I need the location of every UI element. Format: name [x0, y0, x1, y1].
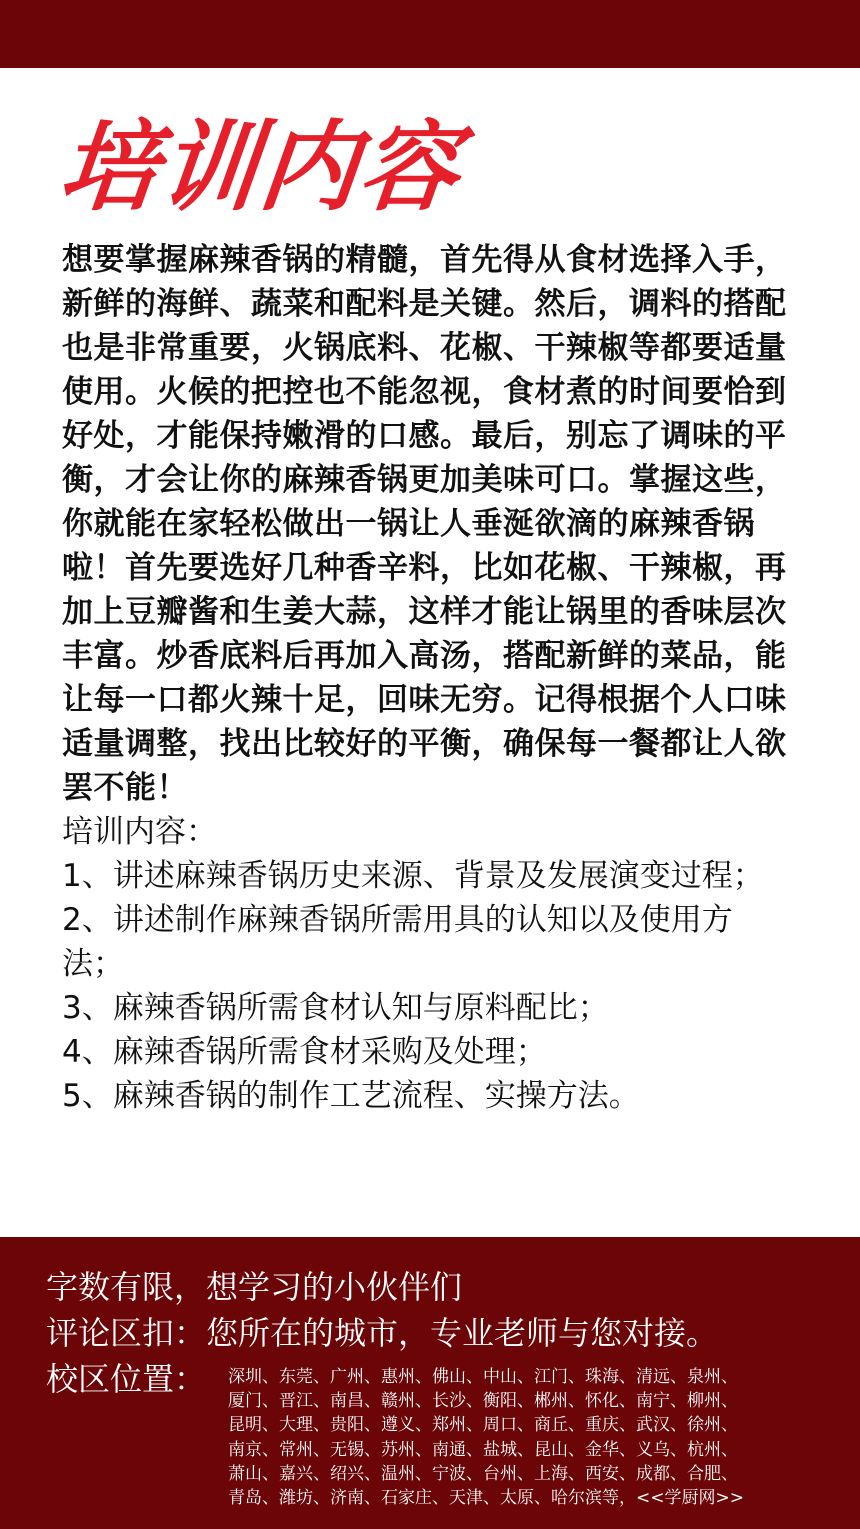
training-item: 3、麻辣香锅所需食材认知与原料配比； [62, 990, 609, 1026]
campus-row: 萧山、嘉兴、绍兴、温州、宁波、台州、上海、西安、成都、合肥、 [228, 1463, 738, 1484]
training-item: 4、麻辣香锅所需食材采购及处理； [62, 1034, 547, 1070]
training-item: 2、讲述制作麻辣香锅所需用具的认知以及使用方法； [62, 902, 733, 982]
footer-line-1: 字数有限，想学习的小伙伴们 [46, 1268, 463, 1306]
campus-row: 南京、常州、无锡、苏州、南通、盐城、昆山、金华、义乌、杭州、 [228, 1439, 738, 1460]
campus-row: 厦门、晋江、南昌、赣州、长沙、衡阳、郴州、怀化、南宁、柳州、 [228, 1391, 738, 1412]
footer-line-2: 评论区扣：您所在的城市，专业老师与您对接。 [46, 1314, 719, 1352]
training-heading: 培训内容： [62, 814, 217, 850]
campus-row: 深圳、东莞、广州、惠州、佛山、中山、江门、珠海、清远、泉州、 [228, 1367, 738, 1387]
campus-label: 校区位置： [46, 1360, 207, 1398]
main-content [62, 238, 792, 1118]
intro-paragraph: 想要掌握麻辣香锅的精髓，首先得从食材选择入手，新鲜的海鲜、蔬菜和配料是关键。然后，调料的搭配也是非常重要，火锅底料、花椒、干辣椒等都要适量使用。火候的把控也不能忽视，食材煮的时间要恰到好处，才能保持嫩滑的口感。最后，别忘了调味的平衡，才会让你的麻辣香锅更加美味可口。掌握这些，你就能在家轻松做出一锅让人垂涎欲滴的麻辣香锅啦！首先要选好几种香辛料，比如花椒、干辣椒，再加上豆瓣酱和生姜大蒜，这样才能让锅里的香味层次丰富。炒香底料后再加入高汤，搭配新鲜的菜品，能让每一口都火辣十足，回味无穷。记得根据个人口味适量调整，找出比较好的平衡，确保每一餐都让人欲罢不能！ [62, 242, 787, 806]
campus-row: 青岛、潍坊、济南、石家庄、天津、太原、哈尔滨等，<<学厨网>> [228, 1488, 744, 1509]
training-item: 5、麻辣香锅的制作工艺流程、实操方法。 [62, 1078, 640, 1114]
training-item: 1、讲述麻辣香锅历史来源、背景及发展演变过程； [62, 858, 764, 894]
campus-row: 昆明、大理、贵阳、遵义、郑州、周口、商丘、重庆、武汉、徐州、 [228, 1415, 738, 1436]
training-list [62, 854, 792, 1118]
top-banner-band [0, 0, 860, 68]
campus-list [228, 1365, 828, 1510]
page-title: 培训内容 [54, 111, 467, 225]
footer-band [0, 1237, 860, 1529]
